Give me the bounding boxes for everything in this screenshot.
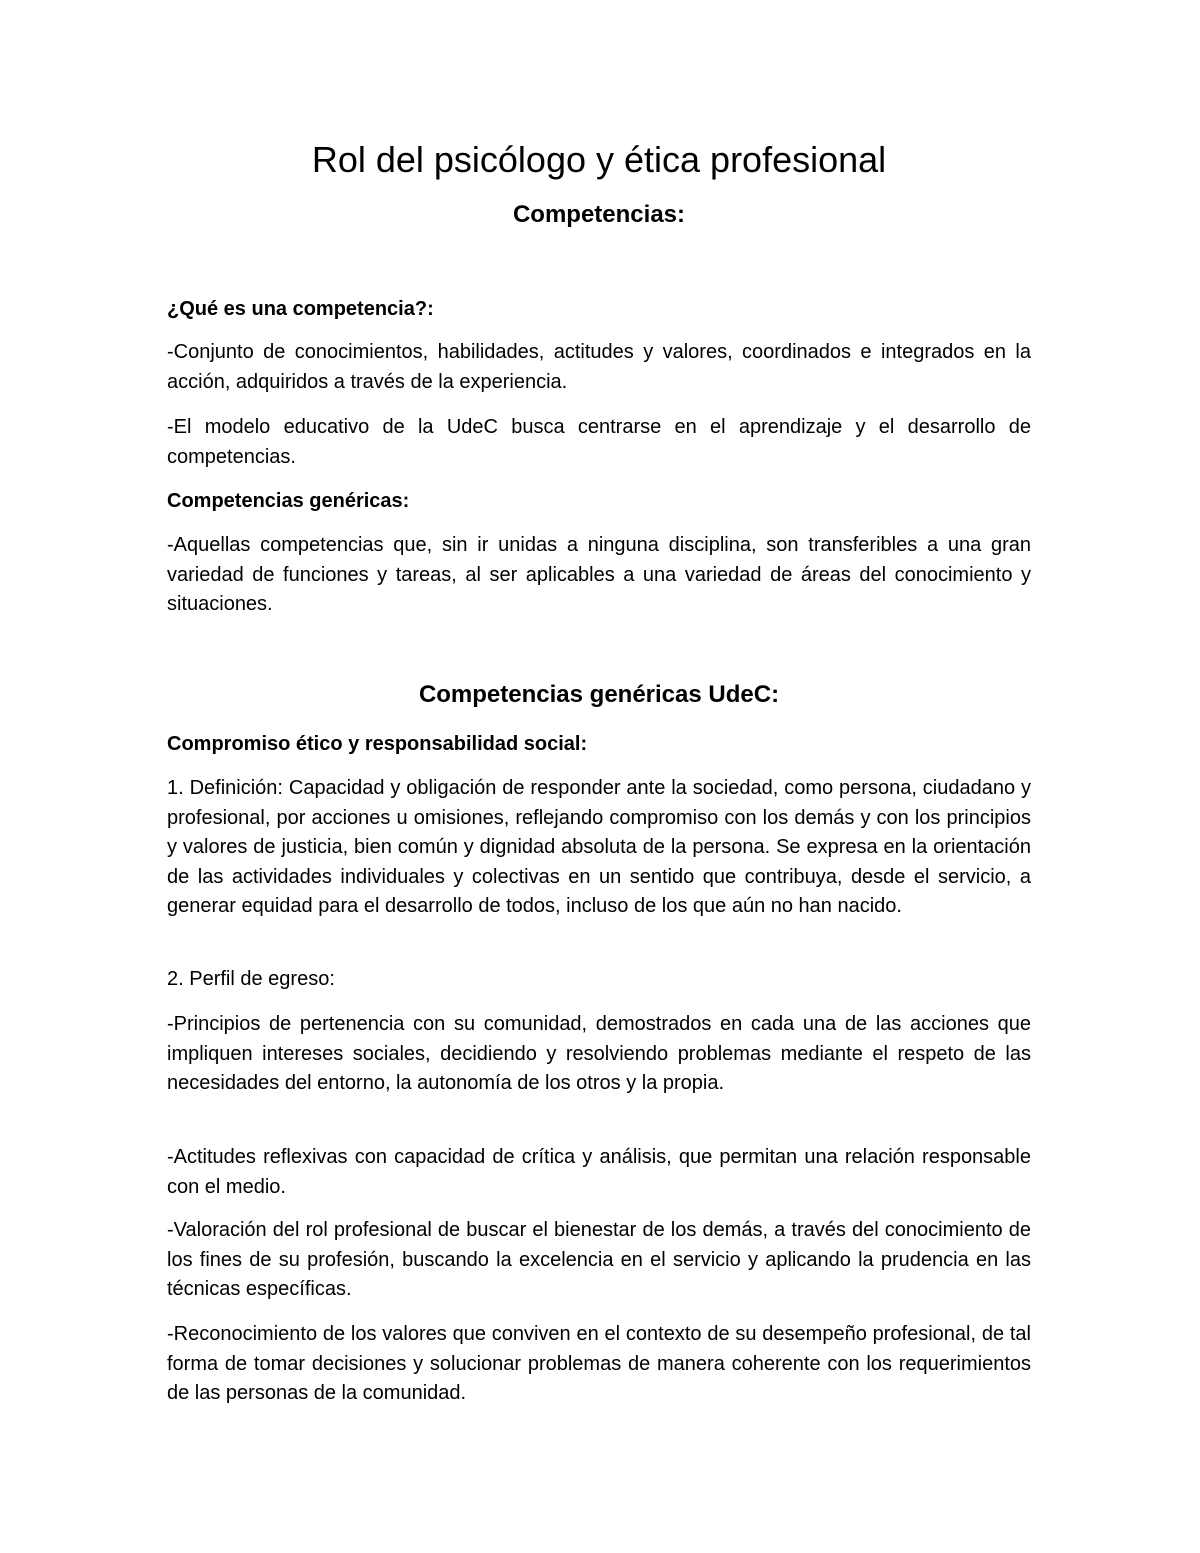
paragraph-principios: -Principios de pertenencia con su comunidad, demostrados en cada una de las acciones que impliquen intereses sociales, decidiendo y resolviendo problemas mediante el respeto de las necesidades del entorno, la autonomía de los otros y la propia. [167,1013,1031,1094]
heading-que-es-competencia: ¿Qué es una competencia?: [167,298,434,320]
heading-competencias-genericas: Competencias genéricas: [167,490,410,512]
paragraph-aquellas: -Aquellas competencias que, sin ir unidas a ninguna disciplina, son transferibles a una gran variedad de funciones y tareas, al ser aplicables a una variedad de áreas del conocimiento y situaciones. [167,534,1031,615]
subtitle-competencias-udec: Competencias genéricas UdeC: [418,681,780,708]
paragraph-definicion: 1. Definición: Capacidad y obligación de responder ante la sociedad, como persona, ciudadano y profesional, por acciones u omisiones, reflejando compromiso con los demás y con los principios y valores de justicia, bien común y dignidad absoluta de la persona. Se expresa en la orientación de las actividades individuales y colectivas en un sentido que contribuya, desde el servicio, a generar equidad para el desarrollo de todos, incluso de los que aún no han nacido. [167,777,1031,917]
paragraph-conjunto: -Conjunto de conocimientos, habilidades, actitudes y valores, coordinados e integrados en la acción, adquiridos a través de la experiencia. [167,341,1031,393]
paragraph-modelo-educativo: -El modelo educativo de la UdeC busca centrarse en el aprendizaje y el desarrollo de competencias. [167,416,1031,468]
heading-compromiso-etico: Compromiso ético y responsabilidad social: [167,733,588,755]
paragraph-valoracion: -Valoración del rol profesional de buscar el bienestar de los demás, a través del conocimiento de los fines de su profesión, buscando la excelencia en el servicio y aplicando la prudencia en las técnicas específicas. [167,1219,1031,1300]
paragraph-reconocimiento: -Reconocimiento de los valores que conviven en el contexto de su desempeño profesional, de tal forma de tomar decisiones y solucionar problemas de manera coherente con los requerimientos de las personas de la comunidad. [167,1323,1031,1404]
document-title: Rol del psicólogo y ética profesional [311,139,887,180]
subtitle-competencias: Competencias: [512,201,686,228]
paragraph-actitudes: -Actitudes reflexivas con capacidad de crítica y análisis, que permitan una relación responsable con el medio. [167,1146,1031,1198]
paragraph-perfil-egreso: 2. Perfil de egreso: [167,968,335,990]
